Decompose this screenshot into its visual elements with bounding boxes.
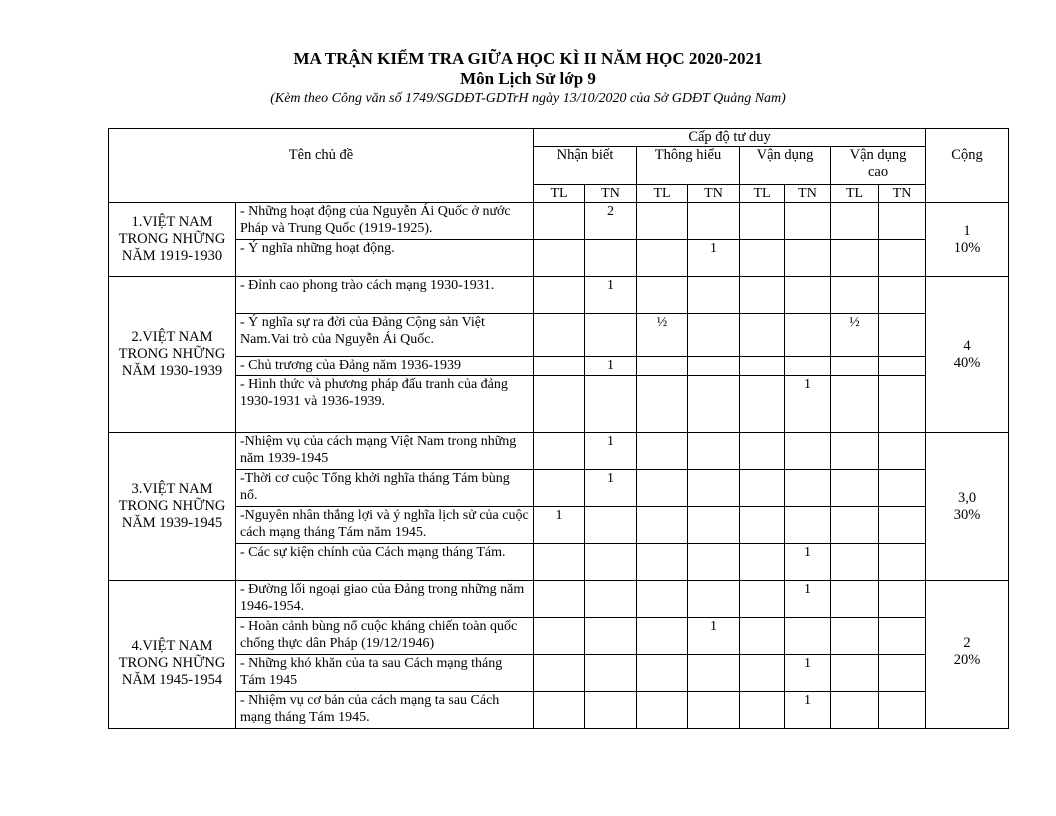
count-cell: [879, 618, 926, 655]
content-cell: - Những khó khăn của ta sau Cách mạng tháng Tám 1945: [236, 655, 534, 692]
count-cell: [740, 581, 785, 618]
level-van-dung: Vận dụng: [740, 147, 831, 185]
count-cell: 2: [585, 203, 637, 240]
count-cell: [879, 655, 926, 692]
document-note: (Kèm theo Công văn số 1749/SGDĐT-GDTrH ngày 13/10/2020 của Sở GDĐT Quảng Nam): [270, 91, 786, 106]
content-cell: - Các sự kiện chính của Cách mạng tháng Tám.: [236, 544, 534, 581]
count-cell: 1: [785, 655, 831, 692]
count-cell: [879, 692, 926, 729]
content-cell: - Chủ trương của Đảng năm 1936-1939: [236, 357, 534, 376]
count-cell: 1: [585, 470, 637, 507]
count-cell: [585, 376, 637, 433]
count-cell: [637, 240, 688, 277]
count-cell: [637, 433, 688, 470]
table-row: [109, 433, 1009, 470]
count-cell: [637, 507, 688, 544]
sub-col-header: TL: [740, 185, 785, 203]
count-cell: [534, 581, 585, 618]
content-cell: - Hình thức và phương pháp đấu tranh của đảng 1930-1931 và 1936-1939.: [236, 376, 534, 433]
count-cell: [740, 433, 785, 470]
total-cell: [926, 433, 1009, 581]
count-cell: [740, 655, 785, 692]
content-cell: -Thời cơ cuộc Tổng khởi nghĩa tháng Tám bùng nổ.: [236, 470, 534, 507]
table-row: [109, 507, 1009, 544]
count-cell: [534, 544, 585, 581]
count-cell: [740, 507, 785, 544]
count-cell: [688, 376, 740, 433]
count-cell: [585, 581, 637, 618]
count-cell: [534, 203, 585, 240]
sub-col-header: TN: [585, 185, 637, 203]
count-cell: [831, 581, 879, 618]
count-cell: [534, 376, 585, 433]
sub-col-header: TN: [879, 185, 926, 203]
count-cell: [585, 314, 637, 357]
count-cell: [831, 433, 879, 470]
topic-cell: 2.VIỆT NAM TRONG NHỮNG NĂM 1930-1939: [109, 277, 236, 433]
count-cell: [740, 240, 785, 277]
count-cell: [534, 357, 585, 376]
count-cell: [688, 357, 740, 376]
count-cell: 1: [785, 376, 831, 433]
table-row: [109, 240, 1009, 277]
count-cell: [831, 357, 879, 376]
count-cell: [534, 470, 585, 507]
total-cell: [926, 203, 1009, 277]
level-nhan-biet: Nhận biết: [534, 147, 637, 185]
count-cell: [637, 470, 688, 507]
count-cell: [637, 581, 688, 618]
table-row: [109, 544, 1009, 581]
table-row: [109, 692, 1009, 729]
total-value: 2: [963, 635, 971, 651]
table-row: [109, 655, 1009, 692]
topic-cell: 1.VIỆT NAM TRONG NHỮNG NĂM 1919-1930: [109, 203, 236, 277]
count-cell: [785, 203, 831, 240]
sub-col-header: TN: [688, 185, 740, 203]
total-cell: [926, 277, 1009, 433]
table-row: [109, 618, 1009, 655]
count-cell: [740, 470, 785, 507]
count-cell: [785, 240, 831, 277]
count-cell: [831, 277, 879, 314]
count-cell: [785, 470, 831, 507]
count-cell: [785, 507, 831, 544]
count-cell: [740, 203, 785, 240]
count-cell: [637, 376, 688, 433]
count-cell: [585, 507, 637, 544]
count-cell: [785, 314, 831, 357]
count-cell: [831, 544, 879, 581]
count-cell: 1: [688, 240, 740, 277]
total-cell: [926, 581, 1009, 729]
count-cell: [585, 692, 637, 729]
level-header: Cấp độ tư duy: [534, 129, 926, 147]
count-cell: [740, 357, 785, 376]
count-cell: 1: [585, 277, 637, 314]
count-cell: [637, 692, 688, 729]
count-cell: [688, 655, 740, 692]
total-percent: 40%: [953, 354, 981, 371]
sub-col-header: TN: [785, 185, 831, 203]
count-cell: [688, 470, 740, 507]
count-cell: [831, 655, 879, 692]
topic-cell: 4.VIỆT NAM TRONG NHỮNG NĂM 1945-1954: [109, 581, 236, 729]
count-cell: [879, 314, 926, 357]
count-cell: [831, 240, 879, 277]
count-cell: 1: [585, 433, 637, 470]
count-cell: [785, 357, 831, 376]
level-van-dung-cao: Vận dụng cao: [831, 147, 926, 185]
count-cell: [785, 277, 831, 314]
count-cell: [740, 376, 785, 433]
count-cell: [637, 277, 688, 314]
table-row: [109, 314, 1009, 357]
count-cell: [688, 581, 740, 618]
count-cell: [688, 433, 740, 470]
count-cell: [879, 433, 926, 470]
exam-matrix-table: [108, 128, 1009, 729]
count-cell: [879, 376, 926, 433]
level-thong-hieu: Thông hiểu: [637, 147, 740, 185]
total-percent: 10%: [953, 239, 981, 256]
count-cell: [688, 507, 740, 544]
table-row: [109, 470, 1009, 507]
content-cell: -Nhiệm vụ của cách mạng Việt Nam trong những năm 1939-1945: [236, 433, 534, 470]
count-cell: [740, 692, 785, 729]
content-cell: - Đỉnh cao phong trào cách mạng 1930-1931.: [236, 277, 534, 314]
count-cell: [585, 240, 637, 277]
content-cell: -Nguyên nhân thắng lợi và ý nghĩa lịch sử của cuộc cách mạng tháng Tám năm 1945.: [236, 507, 534, 544]
total-value: 1: [963, 222, 971, 239]
count-cell: 1: [785, 581, 831, 618]
count-cell: [534, 655, 585, 692]
topic-cell: 3.VIỆT NAM TRONG NHỮNG NĂM 1939-1945: [109, 433, 236, 581]
count-cell: [879, 470, 926, 507]
count-cell: [879, 507, 926, 544]
content-cell: - Những hoạt động của Nguyễn Ái Quốc ở nước Pháp và Trung Quốc (1919-1925).: [236, 203, 534, 240]
count-cell: ½: [831, 314, 879, 357]
document-header: [0, 48, 1056, 108]
count-cell: [688, 314, 740, 357]
count-cell: 1: [785, 544, 831, 581]
count-cell: [879, 544, 926, 581]
count-cell: [534, 314, 585, 357]
total-value: 4: [963, 337, 971, 354]
header-row-1: [109, 129, 1009, 147]
count-cell: [879, 277, 926, 314]
table-row: [109, 277, 1009, 314]
count-cell: [740, 314, 785, 357]
count-cell: [637, 544, 688, 581]
sub-col-header: TL: [534, 185, 585, 203]
count-cell: [831, 203, 879, 240]
sub-col-header: TL: [637, 185, 688, 203]
count-cell: [534, 277, 585, 314]
count-cell: [740, 544, 785, 581]
count-cell: [637, 655, 688, 692]
total-header: Cộng: [926, 129, 1009, 203]
count-cell: [785, 618, 831, 655]
count-cell: [637, 203, 688, 240]
content-cell: - Hoàn cảnh bùng nổ cuộc kháng chiến toàn quốc chống thực dân Pháp (19/12/1946): [236, 618, 534, 655]
count-cell: [785, 433, 831, 470]
count-cell: [534, 433, 585, 470]
count-cell: [688, 203, 740, 240]
count-cell: [534, 240, 585, 277]
count-cell: 1: [688, 618, 740, 655]
count-cell: [534, 618, 585, 655]
count-cell: [585, 655, 637, 692]
count-cell: [831, 692, 879, 729]
count-cell: [637, 357, 688, 376]
count-cell: [740, 277, 785, 314]
count-cell: [585, 618, 637, 655]
count-cell: [688, 692, 740, 729]
count-cell: 1: [585, 357, 637, 376]
count-cell: 1: [785, 692, 831, 729]
count-cell: [831, 507, 879, 544]
table-row: [109, 581, 1009, 618]
count-cell: 1: [534, 507, 585, 544]
total-percent: 20%: [953, 652, 981, 668]
count-cell: [879, 240, 926, 277]
content-cell: - Đường lối ngoại giao của Đảng trong những năm 1946-1954.: [236, 581, 534, 618]
topic-header: Tên chủ đề: [109, 129, 534, 203]
count-cell: [831, 618, 879, 655]
count-cell: [688, 277, 740, 314]
count-cell: [831, 376, 879, 433]
table-row: [109, 376, 1009, 433]
count-cell: [637, 618, 688, 655]
count-cell: [688, 544, 740, 581]
count-cell: [879, 203, 926, 240]
document-subtitle: Môn Lịch Sử lớp 9: [460, 69, 596, 88]
total-percent: 30%: [953, 506, 981, 523]
count-cell: [831, 470, 879, 507]
table-row: [109, 203, 1009, 240]
count-cell: [585, 544, 637, 581]
total-value: 3,0: [957, 489, 977, 506]
content-cell: - Nhiệm vụ cơ bản của cách mạng ta sau Cách mạng tháng Tám 1945.: [236, 692, 534, 729]
matrix-body: [109, 203, 1009, 729]
content-cell: - Ý nghĩa sự ra đời của Đảng Cộng sản Việt Nam.Vai trò của Nguyễn Ái Quốc.: [236, 314, 534, 357]
count-cell: [534, 692, 585, 729]
table-row: [109, 357, 1009, 376]
count-cell: [740, 618, 785, 655]
content-cell: - Ý nghĩa những hoạt động.: [236, 240, 534, 277]
count-cell: ½: [637, 314, 688, 357]
document-title: MA TRẬN KIỂM TRA GIỮA HỌC KÌ II NĂM HỌC 2020-2021: [293, 49, 763, 68]
count-cell: [879, 581, 926, 618]
sub-col-header: TL: [831, 185, 879, 203]
count-cell: [879, 357, 926, 376]
